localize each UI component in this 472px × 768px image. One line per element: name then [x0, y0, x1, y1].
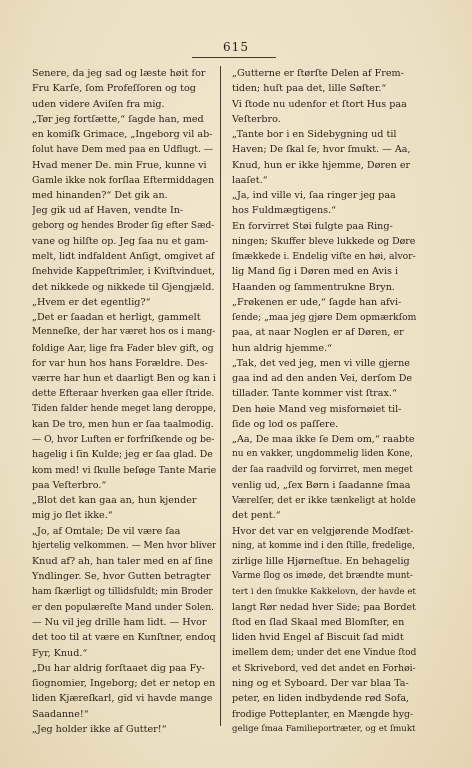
left-column: [32, 66, 216, 737]
text-line: gelige ſmaa Familieportræter, og et ſmukt: [232, 723, 416, 734]
text-line: Hvad mener De. min Frue, kunne vi: [32, 159, 207, 171]
text-line: „Tør jeg fortſætte,“ ſagde han, med: [32, 113, 204, 125]
right-column: [232, 66, 416, 737]
text-line: hjertelig velkommen. — Men hvor bliver: [32, 540, 216, 551]
text-line: Fyr, Knud.“: [32, 647, 88, 659]
text-line: hos Fuldmægtigens.“: [232, 205, 337, 217]
text-line: — O, hvor Luften er forfriſkende og be-: [32, 434, 215, 445]
text-line: for var hun hos hans Forældre. Des-: [32, 357, 208, 369]
text-line: liden hvid Engel af Biscuit ſad midt: [232, 632, 404, 644]
text-line: Varme ſlog os imøde, det brændte munt-: [232, 571, 413, 582]
text-line: paa Veſterbro.“: [32, 479, 107, 491]
text-line: en komiſk Grimace, „Ingeborg vil ab-: [32, 129, 213, 140]
text-line: mig jo ſlet ikke.“: [32, 510, 113, 522]
text-line: Fru Karſe, ſom Profeſſoren og tog: [32, 83, 196, 95]
text-line: „Ja, ind ville vi, ſaa ringer jeg paa: [232, 190, 396, 201]
text-line: „Frøkenen er ude,“ ſagde han afvi-: [232, 296, 402, 308]
page-number: 615: [223, 40, 249, 54]
text-line: zirlige lille Hjørneſtue. En behagelig: [232, 556, 410, 567]
text-line: ſtod en ſlad Skaal med Blomſter, en: [232, 617, 405, 628]
text-line: det nikkede og nikkede til Gjengjæld.: [32, 281, 215, 293]
text-line: ſnehvide Kappeſtrimler, i Kviſtvinduet,: [32, 266, 215, 278]
text-line: Menneſke, der har været hos os i mang-: [32, 327, 216, 338]
text-line: ſmækkede i. Endelig viſte en høi, alvor-: [232, 251, 416, 262]
text-line: hun aldrig hjemme.“: [232, 342, 333, 354]
text-line: „Gutterne er ſtørſte Delen af Frem-: [232, 68, 404, 79]
text-line: Haven; De ſkal ſe, hvor ſmukt. — Aa,: [232, 144, 411, 156]
text-line: frodige Potteplanter, en Mængde hyg-: [232, 708, 414, 720]
text-line: ſiognomier, Ingeborg; det er netop en: [32, 678, 216, 689]
text-line: Tiden falder hende meget lang deroppe,: [32, 403, 216, 414]
text-line: kan De tro, men hun er ſaa taalmodig.: [32, 418, 214, 430]
text-line: foldige Aar, lige fra Fader blev gift, og: [32, 342, 214, 354]
text-line: Knud, hun er ikke hjemme, Døren er: [232, 159, 411, 171]
text-line: ſolut have Dem med paa en Udflugt. —: [32, 144, 214, 156]
text-line: „Jeg holder ikke af Gutter!“: [32, 723, 167, 735]
text-line: kom med! vi ſkulle beſøge Tante Marie: [32, 464, 216, 476]
text-line: Veſterbro.: [232, 113, 281, 125]
text-line: tert i den ſmukke Kakkelovn, der havde et: [232, 586, 416, 597]
text-line: Vi ſtode nu udenfor et ſtort Hus paa: [232, 98, 407, 110]
text-line: melt, lidt indfaldent Anſigt, omgivet af: [32, 251, 215, 262]
text-line: uden videre Aviſen fra mig.: [32, 98, 165, 110]
text-line: ning, at komme ind i den ſtille, fredelige,: [232, 540, 415, 551]
text-line: dette Efteraar hverken gaa eller ſtride.: [32, 388, 215, 400]
text-line: imellem dem; under det ene Vindue ſtod: [232, 647, 416, 658]
text-line: „Det er ſaadan et herligt, gammelt: [32, 312, 201, 323]
text-line: Knud af? ah, han taler med en af ſine: [32, 556, 213, 567]
text-line: Værelſer, det er ikke tænkeligt at holde: [232, 495, 416, 506]
text-line: hagelig i ſin Kulde; jeg er ſaa glad. De: [32, 449, 213, 461]
text-line: liden Kjæreſkarl, gid vi havde mange: [32, 693, 213, 705]
text-line: laaſet.“: [232, 174, 268, 186]
text-line: geborg og hendes Broder ſig efter Sæd-: [32, 220, 215, 231]
text-line: et Skrivebord, ved det andet en Forhøi-: [232, 662, 416, 674]
text-line: med hinanden?“ Det gik an.: [32, 190, 168, 201]
text-line: Hvor det var en velgjørende Modſæt-: [232, 525, 414, 537]
text-line: tillader. Tante kommer vist ſtrax.“: [232, 388, 397, 400]
text-line: Den høie Mand veg misfornøiet til-: [232, 403, 402, 415]
text-line: ſide og lod os paſſere.: [232, 418, 339, 430]
text-line: ningen; Skuffer bleve lukkede og Døre: [232, 235, 416, 247]
text-line: langt Rør nedad hver Side; paa Bordet: [232, 601, 416, 613]
text-line: — Nu vil jeg drille ham lidt. — Hvor: [32, 617, 207, 628]
text-line: det pent.“: [232, 510, 281, 522]
text-line: nu en vakker, ungdommelig liden Kone,: [232, 449, 413, 460]
column-divider: [220, 66, 221, 726]
text-line: „Tante bor i en Sidebygning ud til: [232, 129, 397, 140]
text-line: Saadanne!“: [32, 708, 89, 720]
text-line: ning og et Syboard. Der var blaa Ta-: [232, 678, 409, 689]
text-line: ſende; „maa jeg gjøre Dem opmærkſom: [232, 312, 416, 323]
text-line: ham ſkærligt og tillidsfuldt; min Broder: [32, 586, 213, 597]
text-line: „Tak, det ved jeg, men vi ville gjerne: [232, 357, 410, 369]
text-line: Gamle ikke nok forſlaa Eftermiddagen: [32, 174, 215, 186]
text-line: „Du har aldrig forſtaaet dig paa Fy-: [32, 662, 205, 674]
text-line: Senere, da jeg sad og læste høit for: [32, 68, 206, 79]
text-line: venlig ud, „ſex Børn i ſaadanne ſmaa: [232, 479, 411, 491]
text-line: En forvirret Støi fulgte paa Ring-: [232, 220, 393, 232]
text-line: peter, en liden indbydende rød Sofa,: [232, 693, 410, 705]
text-line: Yndlinger. Se, hvor Gutten betragter: [32, 571, 211, 583]
text-line: „Blot det kan gaa an, hun kjender: [32, 495, 197, 506]
text-line: „Hvem er det egentlig?“: [32, 296, 151, 308]
text-line: paa, at naar Noglen er af Døren, er: [232, 327, 404, 339]
text-line: Jeg gik ud af Haven, vendte In-: [32, 205, 184, 217]
text-line: er den populæreſte Mand under Solen.: [32, 601, 215, 613]
text-line: lig Mand ſig i Døren med en Avis i: [232, 266, 399, 278]
text-line: vane og hilſte op. Jeg ſaa nu et gam-: [32, 235, 209, 247]
text-line: tiden; huſt paa det, lille Søſter.“: [232, 83, 387, 95]
text-line: værre har hun et daarligt Ben og kan i: [32, 373, 216, 384]
header-rule: [192, 57, 276, 58]
text-line: „Jo, af Omtale; De vil være ſaa: [32, 525, 181, 537]
text-line: „Aa, De maa ikke ſe Dem om,“ raabte: [232, 434, 415, 445]
text-line: Haanden og ſammentrukne Bryn.: [232, 281, 395, 293]
text-line: der ſaa raadvild og forvirret, men meget: [232, 464, 413, 475]
text-line: det too til at være en Kunſtner, endoq: [32, 632, 216, 644]
text-line: gaa ind ad den anden Vei, derſom De: [232, 373, 413, 384]
